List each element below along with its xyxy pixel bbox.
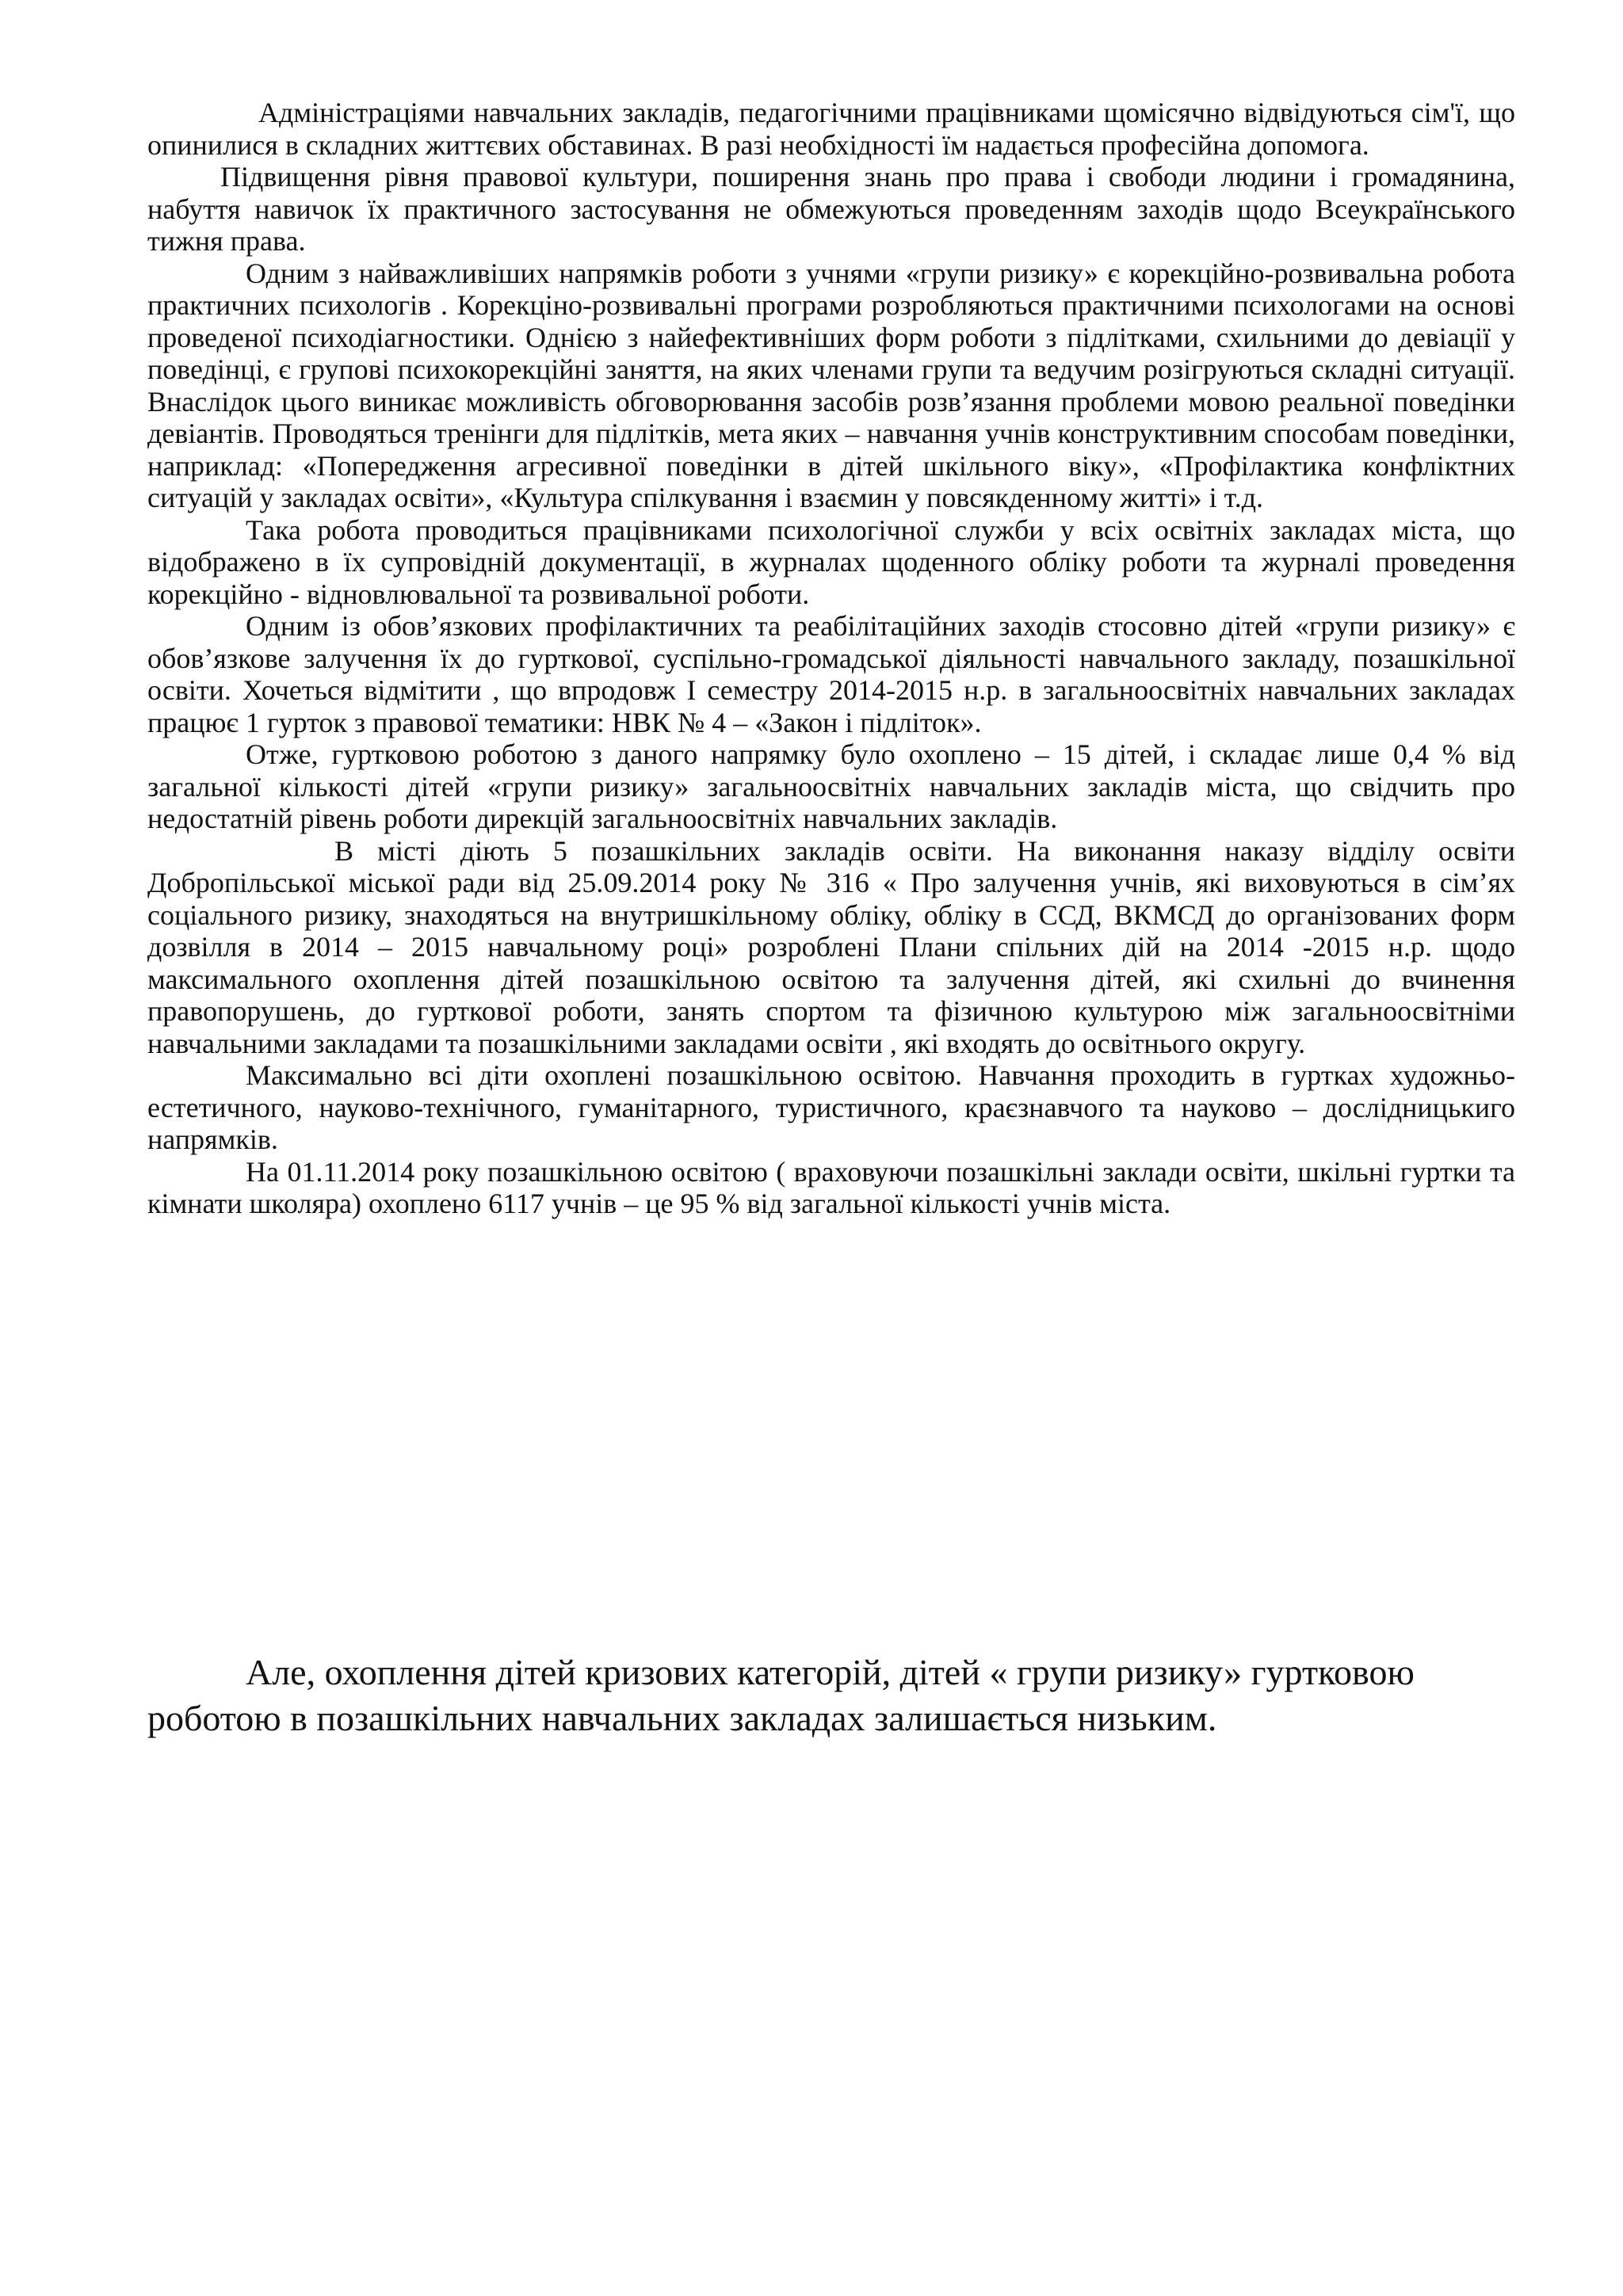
paragraph-psychological-service: Така робота проводиться працівниками психологічної служби у всіх освітніх закладах міста, що відображено в їх супровідній документації, в журналах щоденного обліку роботи та журналі проведення корекційно - відновлювальної та розвивальної роботи. xyxy=(147,513,1515,610)
paragraph-legal-culture: Підвищення рівня правової культури, поширення знань про права і свободи людини і громадянина, набуття навичок їх практичного застосування не обмежуються проведенням заходів щодо Всеукраїнського тижня права. xyxy=(147,161,1515,257)
paragraph-correctional-work: Одним з найважливіших напрямків роботи з учнями «групи ризику» є корекційно-розвивальна робота практичних психологів . Корекціно-розвивальні програми розробляються практичними психологами на основі проведеної психодіагностики. Однією з найефективніших форм роботи з підлітками, схильними до девіації у поведінці, є групові психокорекційні заняття, на яких членами групи та ведучим розігруються складні ситуації. Внаслідок цього виникає можливість обговорювання засобів розв’язання проблеми мовою реальної поведінки девіантів. Проводяться тренінги для підлітків, мета яких – навчання учнів конструктивним способам поведінки, наприклад: «Попередження агресивної поведінки в дітей шкільного віку», «Профілактика конфліктних ситуацій у закладах освіти», «Культура спілкування і взаємин у повсякденному житті» і т.д. xyxy=(147,257,1515,513)
conclusion-block xyxy=(147,1650,1510,1741)
paragraph-family-visits: Адміністраціями навчальних закладів, педагогічними працівниками щомісячно відвідуються сім'ї, що опинилися в складних життєвих обставинах. В разі необхідності їм надається професійна допомога. xyxy=(147,97,1515,161)
paragraph-coverage-date: На 01.11.2014 року позашкільною освітою ( враховуючи позашкільні заклади освіти, шкільні гуртки та кімнати школяра) охоплено 6117 учнів – це 95 % від загальної кількості учнів міста. xyxy=(147,1155,1515,1219)
document-body xyxy=(147,97,1515,1220)
paragraph-club-involvement: Одним із обов’язкових профілактичних та реабілітаційних заходів стосовно дітей «групи ризику» є обов’язкове залучення їх до гурткової, суспільно-громадської діяльності навчального закладу, позашкільної освіти. Хочеться відмітити , що впродовж I семестру 2014-2015 н.р. в загальноосвітніх навчальних закладах працює 1 гурток з правової тематики: НВК № 4 – «Закон і підліток». xyxy=(147,610,1515,738)
paragraph-extracurricular-institutions: В місті діють 5 позашкільних закладів освіти. На виконання наказу відділу освіти Добропільської міської ради від 25.09.2014 року № 316 « Про залучення учнів, які виховуються в сім’ях соціального ризику, знаходяться на внутришкільному обліку, обліку в ССД, ВКМСД до організованих форм дозвілля в 2014 – 2015 навчальному році» розроблені Плани спільних дій на 2014 -2015 н.р. щодо максимального охоплення дітей позашкільною освітою та залучення дітей, які схильні до вчинення правопорушень, до гурткової роботи, занять спортом та фізичною культурою між загальноосвітніми навчальними закладами та позашкільними закладами освіти , які входять до освітнього округу. xyxy=(147,834,1515,1059)
paragraph-coverage-statistics: Отже, гуртковою роботою з даного напрямку було охоплено – 15 дітей, і складає лише 0,4 % від загальної кількості дітей «групи ризику» загальноосвітніх навчальних закладів міста, що свідчить про недостатній рівень роботи дирекцій загальноосвітніх навчальних закладів. xyxy=(147,738,1515,834)
paragraph-clubs-directions: Максимально всі діти охоплені позашкільною освітою. Навчання проходить в гуртках художньо-естетичного, науково-технічного, гуманітарного, туристичного, краєзнавчого та науково – дослідницькиго напрямків. xyxy=(147,1059,1515,1155)
conclusion-paragraph: Але, охоплення дітей кризових категорій, дітей « групи ризику» гуртковою роботою в позашкільних навчальних закладах залишається низьким. xyxy=(147,1652,1415,1738)
